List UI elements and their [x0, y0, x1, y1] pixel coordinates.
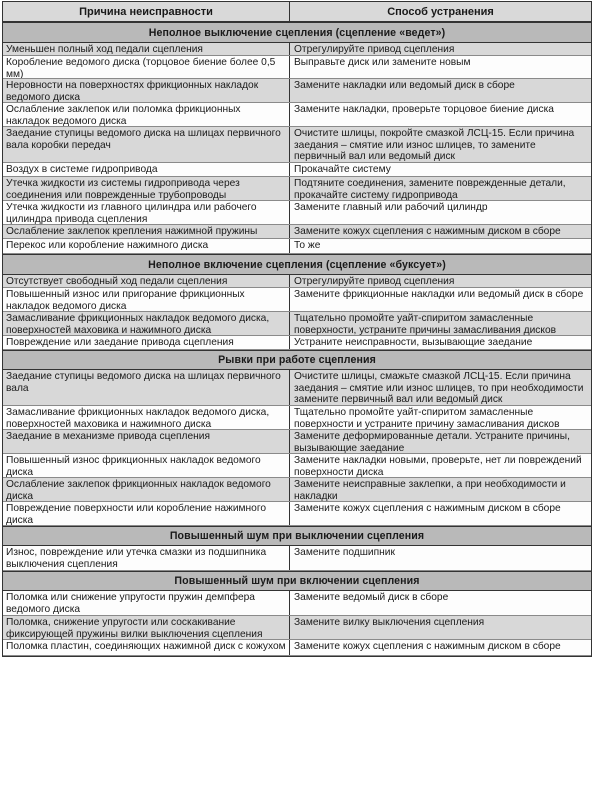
table-row [3, 336, 591, 350]
table-row [3, 640, 591, 656]
cause-cell: Повышенный износ фрикционных накладок ведомого диска [3, 454, 290, 477]
section-title: Рывки при работе сцепления [3, 350, 591, 370]
section-title: Повышенный шум при выключении сцепления [3, 526, 591, 546]
cause-column-header: Причина неисправности [3, 2, 290, 21]
cause-cell: Повреждение поверхности или коробление нажимного диска [3, 502, 290, 525]
cause-cell: Замасливание фрикционных накладок ведомого диска, поверхностей маховика и нажимного диска [3, 406, 290, 429]
remedy-cell: Замените кожух сцепления с нажимным диском в сборе [294, 226, 561, 237]
cause-cell: Поломка, снижение упругости или соскакивание фиксирующей пружины вилки выключения сцепления [3, 616, 290, 639]
cause-cell: Воздух в системе гидропривода [3, 163, 290, 176]
remedy-cell: Очистите шлицы, покройте смазкой ЛСЦ-15. Если причина заедания – смятие или износ шлицев, то замените первичный вал или ведомый диск [294, 128, 575, 162]
remedy-cell: Замените вилку выключения сцепления [294, 617, 485, 628]
remedy-cell: Замените деформированные детали. Устраните причины, вызывающие заедание [294, 431, 570, 453]
remedy-cell: Замените кожух сцепления с нажимным диском в сборе [294, 503, 561, 514]
cause-cell: Заедание ступицы ведомого диска на шлицах первичного вала [3, 370, 290, 405]
table-header [3, 2, 591, 22]
cause-cell: Износ, повреждение или утечка смазки из подшипника выключения сцепления [3, 546, 290, 570]
table-row [3, 591, 591, 616]
cause-cell: Коробление ведомого диска (торцовое биение более 0,5 мм) [3, 56, 290, 78]
remedy-column-header: Способ устранения [387, 5, 494, 18]
cause-cell: Ослабление заклепок крепления нажимной пружины [3, 225, 290, 238]
remedy-cell: Замените подшипник [294, 547, 395, 558]
cause-cell: Уменьшен полный ход педали сцепления [3, 43, 290, 55]
table-row [3, 616, 591, 640]
cause-cell: Повышенный износ или пригорание фрикционных накладок ведомого диска [3, 288, 290, 311]
remedy-cell: Выправьте диск или замените новым [294, 57, 471, 68]
remedy-cell: Отрегулируйте привод сцепления [294, 44, 455, 55]
table-row [3, 239, 591, 254]
table-row [3, 546, 591, 571]
remedy-cell: То же [294, 240, 321, 251]
cause-cell: Утечка жидкости из системы гидропривода через соединения или поврежденные трубопроводы [3, 177, 290, 200]
table-row [3, 275, 591, 288]
cause-cell: Ослабление заклепок или поломка фрикционных накладок ведомого диска [3, 103, 290, 126]
table-row [3, 430, 591, 454]
table-row [3, 103, 591, 127]
cause-cell: Заедание ступицы ведомого диска на шлицах первичного вала коробки передач [3, 127, 290, 162]
table-row [3, 56, 591, 79]
remedy-cell: Замените главный или рабочий цилиндр [294, 202, 488, 213]
table-row [3, 502, 591, 526]
section-title: Повышенный шум при включении сцепления [3, 571, 591, 591]
remedy-cell: Замените накладки, проверьте торцовое биение диска [294, 104, 554, 115]
remedy-cell: Тщательно промойте уайт-спиритом замасленные поверхности и устраните причину замасливания дисков [294, 407, 560, 429]
remedy-cell: Очистите шлицы, смажьте смазкой ЛСЦ-15. Если причина заедания – смятие или износ шлицев, то при необходимости замените первичный вал или ведомый диск [294, 371, 584, 405]
table-row [3, 478, 591, 502]
cause-cell: Поломка пластин, соединяющих нажимной диск с кожухом [3, 640, 290, 655]
cause-cell: Перекос или коробление нажимного диска [3, 239, 290, 253]
remedy-cell: Замените неисправные заклепки, а при необходимости и накладки [294, 479, 566, 501]
table-row [3, 225, 591, 239]
remedy-cell: Подтяните соединения, замените поврежденные детали, прокачайте систему гидропривода [294, 178, 566, 200]
remedy-cell: Замените кожух сцепления с нажимным диском в сборе [294, 641, 561, 652]
remedy-cell: Прокачайте систему [294, 164, 391, 175]
cause-cell: Отсутствует свободный ход педали сцепления [3, 275, 290, 287]
table-row [3, 201, 591, 225]
remedy-cell: Устраните неисправности, вызывающие заедание [294, 337, 533, 348]
table-row [3, 177, 591, 201]
cause-cell: Заедание в механизме привода сцепления [3, 430, 290, 453]
remedy-cell: Тщательно промойте уайт-спиритом замасленные поверхности, устраните причины замасливания дисков [294, 313, 557, 335]
troubleshooting-table [2, 1, 592, 657]
table-row [3, 370, 591, 406]
table-row [3, 454, 591, 478]
remedy-cell: Отрегулируйте привод сцепления [294, 276, 455, 287]
section-title: Неполное включение сцепления (сцепление «буксует») [3, 254, 591, 275]
table-row [3, 406, 591, 430]
remedy-cell: Замените фрикционные накладки или ведомый диск в сборе [294, 289, 584, 300]
table-row [3, 127, 591, 163]
cause-cell: Поломка или снижение упругости пружин демпфера ведомого диска [3, 591, 290, 615]
table-row [3, 163, 591, 177]
table-row [3, 312, 591, 336]
remedy-cell: Замените накладки новыми, проверьте, нет ли повреждений поверхности диска [294, 455, 582, 477]
table-row [3, 79, 591, 103]
cause-cell: Повреждение или заедание привода сцепления [3, 336, 290, 349]
table-body [3, 22, 591, 656]
section-title: Неполное выключение сцепления (сцепление «ведет») [3, 22, 591, 43]
cause-cell: Ослабление заклепок фрикционных накладок ведомого диска [3, 478, 290, 501]
cause-cell: Неровности на поверхностях фрикционных накладок ведомого диска [3, 79, 290, 102]
cause-cell: Утечка жидкости из главного цилиндра или рабочего цилиндра привода сцепления [3, 201, 290, 224]
table-row [3, 43, 591, 56]
cause-cell: Замасливание фрикционных накладок ведомого диска, поверхностей маховика и нажимного диска [3, 312, 290, 335]
remedy-cell: Замените накладки или ведомый диск в сборе [294, 80, 515, 91]
table-row [3, 288, 591, 312]
remedy-cell: Замените ведомый диск в сборе [294, 592, 449, 603]
